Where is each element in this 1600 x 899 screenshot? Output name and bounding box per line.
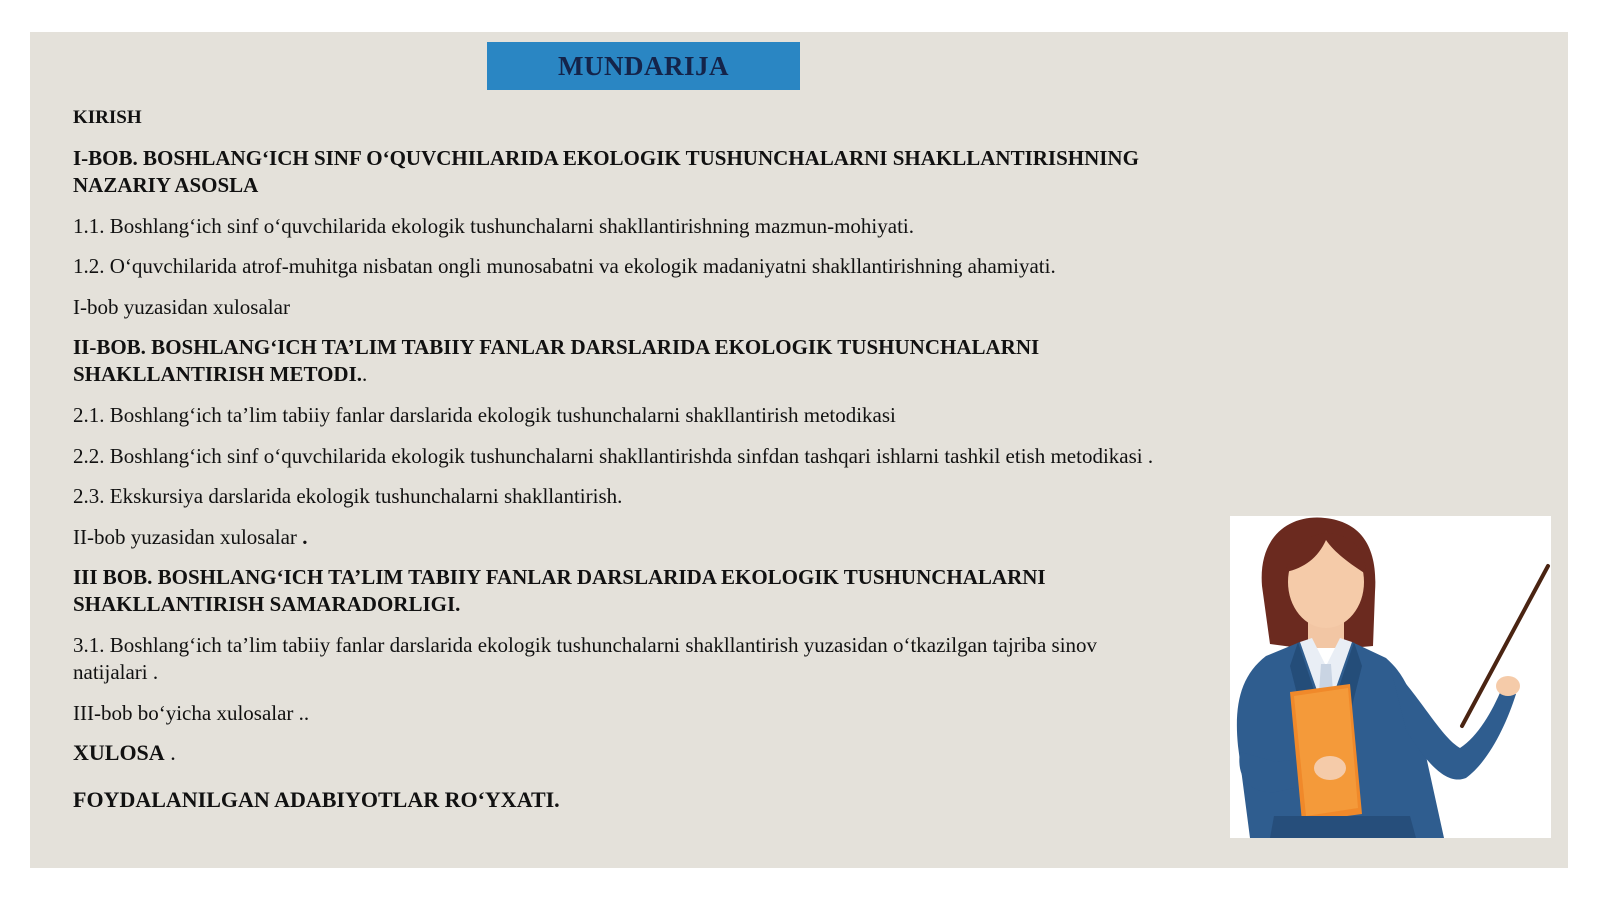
slide <box>30 32 1568 868</box>
toc-chapter-3-line-1: III BOB. BOSHLANG‘ICH TA’LIM TABIIY FANLAR DARSLARIDA EKOLOGIK TUSHUNCHALARNI <box>73 565 1046 589</box>
toc-chapter-1-line-1: I-BOB. BOSHLANG‘ICH SINF O‘QUVCHILARIDA EKOLOGIK TUSHUNCHALARNI SHAKLLANTIRISHNING <box>73 146 1139 170</box>
toc-chapter-1-summary: I-bob yuzasidan xulosalar <box>73 295 290 319</box>
toc-section-3-1-line-2: natijalari . <box>73 660 159 684</box>
toc-chapter-2-line-2-text: SHAKLLANTIRISH METODI. <box>73 362 363 386</box>
trailing-period: . <box>164 740 176 765</box>
teacher-with-pointer-icon <box>1230 516 1551 838</box>
toc-chapter-2-summary-text: II-bob yuzasidan xulosalar <box>73 525 297 549</box>
trailing-dot: . <box>302 525 308 549</box>
toc-conclusion-text: XULOSA <box>73 740 165 765</box>
toc-conclusion <box>73 739 1323 767</box>
toc-chapter-2-summary <box>73 523 1323 551</box>
page-title: MUNDARIJA <box>558 50 729 81</box>
toc-section-2-3: 2.3. Ekskursiya darslarida ekologik tushunchalarni shakllantirish. <box>73 484 623 508</box>
toc-section-3-1-line-1: 3.1. Boshlang‘ich ta’lim tabiiy fanlar darslarida ekologik tushunchalarni shakllantirish yuzasidan o‘tkazilgan tajriba sinov <box>73 633 1098 657</box>
toc-section-2-2: 2.2. Boshlang‘ich sinf o‘quvchilarida ekologik tushunchalarni shakllantirishda sinfdan tashqari ishlarni tashkil etish metodikasi . <box>73 444 1154 468</box>
toc-chapter-2-line-2 <box>73 360 1323 388</box>
toc-section-1-2: 1.2. O‘quvchilarida atrof-muhitga nisbatan ongli munosabatni va ekologik madaniyatni shakllantirishning ahamiyati. <box>73 254 1056 278</box>
toc-item-intro: KIRISH <box>73 107 142 128</box>
title-banner <box>487 42 800 90</box>
toc-chapter-3-line-2: SHAKLLANTIRISH SAMARADORLIGI. <box>73 592 461 616</box>
toc-section-2-1: 2.1. Boshlang‘ich ta’lim tabiiy fanlar darslarida ekologik tushunchalarni shakllantirish metodikasi <box>73 403 896 427</box>
toc-references: FOYDALANILGAN ADABIYOTLAR RO‘YXATI. <box>73 787 560 812</box>
toc-chapter-2-line-1: II-BOB. BOSHLANG‘ICH TA’LIM TABIIY FANLAR DARSLARIDA EKOLOGIK TUSHUNCHALARNI <box>73 335 1040 359</box>
toc-chapter-1-line-2: NAZARIY ASOSLA <box>73 173 259 197</box>
toc-chapter-3-summary: III-bob bo‘yicha xulosalar .. <box>73 701 310 725</box>
trailing-period: . <box>362 362 368 386</box>
toc-section-1-1: 1.1. Boshlang‘ich sinf o‘quvchilarida ekologik tushunchalarni shakllantirishning mazmun-mohiyati. <box>73 214 915 238</box>
